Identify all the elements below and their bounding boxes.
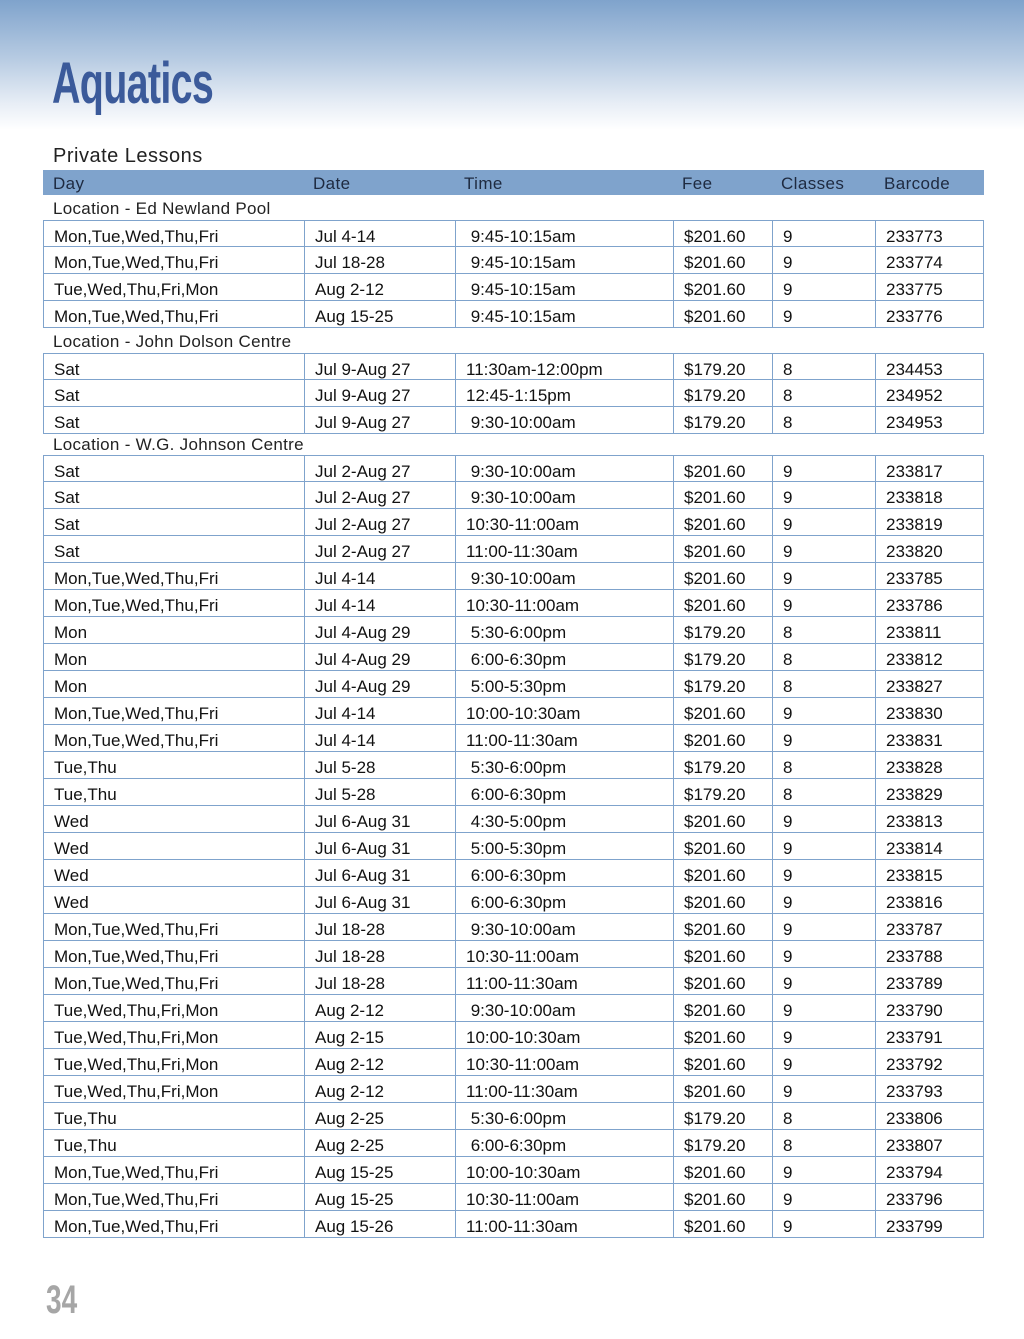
cell-day: Tue,Thu [54, 758, 117, 777]
cell-fee: $201.60 [673, 725, 772, 751]
cell-barcode: 233786 [875, 590, 985, 616]
cell-classes: 9 [772, 590, 875, 616]
cell-day: Tue,Wed,Thu,Fri,Mon [54, 1028, 219, 1047]
cell-date: Aug 15-25 [304, 301, 455, 327]
table-row [43, 995, 984, 1022]
cell-classes: 9 [772, 563, 875, 589]
cell-time: 9:30-10:00am [455, 482, 673, 508]
cell-day: Tue,Wed,Thu,Fri,Mon [54, 1001, 219, 1020]
cell-day: Mon,Tue,Wed,Thu,Fri [54, 569, 219, 588]
cell-barcode: 233827 [875, 671, 985, 697]
cell-fee: $201.60 [673, 590, 772, 616]
cell-date: Jul 2-Aug 27 [304, 456, 455, 481]
cell-fee: $201.60 [673, 1184, 772, 1210]
cell-barcode: 233829 [875, 779, 985, 805]
cell-time: 9:30-10:00am [455, 995, 673, 1021]
page-number: 34 [46, 1278, 78, 1322]
location-label: Location - Ed Newland Pool [53, 199, 271, 218]
cell-time: 11:00-11:30am [455, 1211, 673, 1237]
cell-time: 10:30-11:00am [455, 590, 673, 616]
cell-barcode: 234952 [875, 380, 985, 406]
cell-classes: 9 [772, 482, 875, 508]
cell-classes: 8 [772, 354, 875, 379]
table-row [43, 353, 984, 380]
cell-classes: 8 [772, 380, 875, 406]
table-row [43, 509, 984, 536]
cell-barcode: 233789 [875, 968, 985, 994]
location-label: Location - W.G. Johnson Centre [53, 435, 304, 454]
cell-fee: $201.60 [673, 1211, 772, 1237]
cell-classes: 9 [772, 887, 875, 913]
cell-classes: 9 [772, 536, 875, 562]
cell-date: Aug 15-26 [304, 1211, 455, 1237]
cell-classes: 8 [772, 779, 875, 805]
cell-day: Sat [54, 488, 80, 507]
table-row [43, 1157, 984, 1184]
cell-barcode: 233792 [875, 1049, 985, 1075]
column-header-day: Day [53, 174, 85, 193]
cell-classes: 8 [772, 1103, 875, 1129]
table-row [43, 671, 984, 698]
cell-classes: 9 [772, 1184, 875, 1210]
cell-fee: $179.20 [673, 380, 772, 406]
cell-barcode: 233799 [875, 1211, 985, 1237]
cell-date: Jul 5-28 [304, 779, 455, 805]
cell-barcode: 233790 [875, 995, 985, 1021]
table-row [43, 590, 984, 617]
cell-classes: 9 [772, 1049, 875, 1075]
cell-fee: $201.60 [673, 1049, 772, 1075]
cell-time: 4:30-5:00pm [455, 806, 673, 832]
cell-fee: $201.60 [673, 1022, 772, 1048]
cell-barcode: 233811 [875, 617, 985, 643]
cell-barcode: 233776 [875, 301, 985, 327]
column-header-barcode: Barcode [884, 174, 951, 193]
cell-classes: 9 [772, 456, 875, 481]
table-row [43, 455, 984, 482]
cell-time: 11:00-11:30am [455, 1076, 673, 1102]
cell-time: 11:30am-12:00pm [455, 354, 673, 379]
cell-time: 9:45-10:15am [455, 247, 673, 273]
cell-date: Jul 18-28 [304, 968, 455, 994]
cell-time: 5:30-6:00pm [455, 617, 673, 643]
table-row [43, 1130, 984, 1157]
cell-day: Mon,Tue,Wed,Thu,Fri [54, 1163, 219, 1182]
cell-barcode: 233831 [875, 725, 985, 751]
cell-classes: 9 [772, 274, 875, 300]
table-row [43, 1049, 984, 1076]
cell-classes: 9 [772, 914, 875, 940]
cell-classes: 8 [772, 644, 875, 670]
cell-time: 10:30-11:00am [455, 941, 673, 967]
cell-date: Aug 2-12 [304, 274, 455, 300]
cell-fee: $201.60 [673, 1076, 772, 1102]
cell-classes: 9 [772, 725, 875, 751]
table-row [43, 247, 984, 274]
cell-barcode: 233787 [875, 914, 985, 940]
cell-time: 11:00-11:30am [455, 968, 673, 994]
cell-day: Mon,Tue,Wed,Thu,Fri [54, 596, 219, 615]
cell-date: Jul 18-28 [304, 914, 455, 940]
cell-classes: 8 [772, 617, 875, 643]
table-row [43, 301, 984, 328]
cell-barcode: 233819 [875, 509, 985, 535]
cell-barcode: 233793 [875, 1076, 985, 1102]
table-row [43, 860, 984, 887]
cell-day: Tue,Thu [54, 1109, 117, 1128]
cell-date: Jul 4-14 [304, 698, 455, 724]
cell-barcode: 233788 [875, 941, 985, 967]
cell-classes: 9 [772, 301, 875, 327]
table-row [43, 536, 984, 563]
cell-date: Jul 9-Aug 27 [304, 380, 455, 406]
cell-barcode: 233774 [875, 247, 985, 273]
cell-day: Sat [54, 515, 80, 534]
table-row [43, 563, 984, 590]
column-header-classes: Classes [781, 174, 845, 193]
cell-barcode: 233817 [875, 456, 985, 481]
table-row [43, 725, 984, 752]
cell-date: Jul 2-Aug 27 [304, 536, 455, 562]
cell-classes: 9 [772, 941, 875, 967]
cell-day: Mon,Tue,Wed,Thu,Fri [54, 974, 219, 993]
cell-time: 10:30-11:00am [455, 1184, 673, 1210]
cell-time: 11:00-11:30am [455, 536, 673, 562]
cell-fee: $179.20 [673, 752, 772, 778]
table-row [43, 1184, 984, 1211]
cell-fee: $201.60 [673, 806, 772, 832]
table-row [43, 941, 984, 968]
cell-barcode: 234953 [875, 407, 985, 433]
cell-fee: $201.60 [673, 274, 772, 300]
cell-date: Jul 4-Aug 29 [304, 671, 455, 697]
table-row [43, 1022, 984, 1049]
cell-fee: $179.20 [673, 779, 772, 805]
cell-day: Mon [54, 650, 88, 669]
cell-day: Sat [54, 386, 80, 405]
cell-classes: 9 [772, 968, 875, 994]
table-row [43, 698, 984, 725]
cell-fee: $201.60 [673, 456, 772, 481]
cell-barcode: 233775 [875, 274, 985, 300]
location-label: Location - John Dolson Centre [53, 332, 292, 351]
cell-date: Aug 15-25 [304, 1157, 455, 1183]
table-row [43, 380, 984, 407]
cell-date: Jul 4-14 [304, 725, 455, 751]
cell-time: 9:30-10:00am [455, 914, 673, 940]
cell-time: 5:30-6:00pm [455, 1103, 673, 1129]
cell-day: Sat [54, 360, 80, 379]
cell-classes: 9 [772, 860, 875, 886]
cell-time: 6:00-6:30pm [455, 860, 673, 886]
table-row [43, 617, 984, 644]
cell-barcode: 233830 [875, 698, 985, 724]
table-row [43, 1211, 984, 1238]
cell-date: Aug 2-12 [304, 1049, 455, 1075]
cell-date: Jul 2-Aug 27 [304, 482, 455, 508]
cell-classes: 9 [772, 698, 875, 724]
cell-date: Aug 15-25 [304, 1184, 455, 1210]
cell-classes: 9 [772, 1076, 875, 1102]
cell-date: Jul 9-Aug 27 [304, 354, 455, 379]
table-row [43, 806, 984, 833]
table-row [43, 274, 984, 301]
table-header [43, 170, 984, 195]
table-row [43, 887, 984, 914]
cell-fee: $201.60 [673, 482, 772, 508]
cell-day: Tue,Thu [54, 1136, 117, 1155]
cell-day: Mon,Tue,Wed,Thu,Fri [54, 1190, 219, 1209]
cell-fee: $201.60 [673, 833, 772, 859]
table-row [43, 968, 984, 995]
cell-fee: $201.60 [673, 509, 772, 535]
cell-day: Mon,Tue,Wed,Thu,Fri [54, 731, 219, 750]
cell-barcode: 233816 [875, 887, 985, 913]
cell-time: 9:45-10:15am [455, 221, 673, 246]
cell-classes: 9 [772, 806, 875, 832]
cell-date: Jul 5-28 [304, 752, 455, 778]
cell-classes: 9 [772, 995, 875, 1021]
table-row [43, 220, 984, 247]
column-header-date: Date [313, 174, 351, 193]
cell-barcode: 234453 [875, 354, 985, 379]
cell-day: Mon,Tue,Wed,Thu,Fri [54, 307, 219, 326]
cell-date: Aug 2-25 [304, 1103, 455, 1129]
cell-barcode: 233796 [875, 1184, 985, 1210]
column-header-fee: Fee [682, 174, 713, 193]
cell-day: Tue,Wed,Thu,Fri,Mon [54, 280, 219, 299]
cell-date: Aug 2-25 [304, 1130, 455, 1156]
cell-day: Wed [54, 839, 89, 858]
cell-date: Aug 2-15 [304, 1022, 455, 1048]
cell-classes: 9 [772, 1211, 875, 1237]
cell-classes: 8 [772, 671, 875, 697]
cell-barcode: 233806 [875, 1103, 985, 1129]
cell-fee: $201.60 [673, 221, 772, 246]
cell-day: Mon,Tue,Wed,Thu,Fri [54, 920, 219, 939]
cell-time: 10:00-10:30am [455, 698, 673, 724]
cell-day: Tue,Wed,Thu,Fri,Mon [54, 1055, 219, 1074]
cell-fee: $201.60 [673, 968, 772, 994]
cell-date: Jul 18-28 [304, 247, 455, 273]
cell-date: Jul 6-Aug 31 [304, 887, 455, 913]
cell-date: Jul 6-Aug 31 [304, 833, 455, 859]
cell-date: Aug 2-12 [304, 1076, 455, 1102]
cell-day: Sat [54, 542, 80, 561]
cell-classes: 8 [772, 407, 875, 433]
cell-date: Jul 6-Aug 31 [304, 806, 455, 832]
cell-barcode: 233812 [875, 644, 985, 670]
section-title: Private Lessons [53, 145, 203, 167]
cell-date: Jul 6-Aug 31 [304, 860, 455, 886]
cell-fee: $179.20 [673, 1103, 772, 1129]
cell-fee: $201.60 [673, 887, 772, 913]
cell-date: Jul 9-Aug 27 [304, 407, 455, 433]
cell-barcode: 233794 [875, 1157, 985, 1183]
table-row [43, 914, 984, 941]
cell-barcode: 233815 [875, 860, 985, 886]
cell-barcode: 233785 [875, 563, 985, 589]
cell-time: 6:00-6:30pm [455, 644, 673, 670]
cell-time: 6:00-6:30pm [455, 887, 673, 913]
cell-barcode: 233814 [875, 833, 985, 859]
cell-classes: 8 [772, 1130, 875, 1156]
cell-date: Jul 4-Aug 29 [304, 617, 455, 643]
cell-day: Tue,Wed,Thu,Fri,Mon [54, 1082, 219, 1101]
cell-fee: $179.20 [673, 1130, 772, 1156]
cell-time: 9:30-10:00am [455, 563, 673, 589]
cell-day: Sat [54, 462, 80, 481]
cell-time: 9:30-10:00am [455, 407, 673, 433]
table-row [43, 752, 984, 779]
cell-day: Mon,Tue,Wed,Thu,Fri [54, 227, 219, 246]
cell-time: 9:45-10:15am [455, 301, 673, 327]
cell-fee: $201.60 [673, 914, 772, 940]
cell-fee: $179.20 [673, 644, 772, 670]
cell-time: 9:45-10:15am [455, 274, 673, 300]
cell-classes: 9 [772, 247, 875, 273]
cell-day: Wed [54, 893, 89, 912]
table-row [43, 407, 984, 434]
table-row [43, 1076, 984, 1103]
column-header-time: Time [464, 174, 503, 193]
cell-fee: $179.20 [673, 407, 772, 433]
cell-time: 12:45-1:15pm [455, 380, 673, 406]
table-row [43, 482, 984, 509]
cell-time: 10:30-11:00am [455, 1049, 673, 1075]
cell-classes: 9 [772, 221, 875, 246]
cell-classes: 8 [772, 752, 875, 778]
cell-time: 5:30-6:00pm [455, 752, 673, 778]
cell-fee: $201.60 [673, 941, 772, 967]
cell-classes: 9 [772, 509, 875, 535]
lessons-table [43, 170, 984, 1238]
cell-time: 10:00-10:30am [455, 1157, 673, 1183]
cell-fee: $201.60 [673, 536, 772, 562]
cell-date: Jul 4-14 [304, 221, 455, 246]
cell-day: Mon [54, 677, 88, 696]
table-row [43, 833, 984, 860]
cell-day: Wed [54, 812, 89, 831]
cell-day: Mon [54, 623, 88, 642]
cell-time: 11:00-11:30am [455, 725, 673, 751]
cell-day: Mon,Tue,Wed,Thu,Fri [54, 1217, 219, 1236]
cell-day: Mon,Tue,Wed,Thu,Fri [54, 947, 219, 966]
cell-barcode: 233818 [875, 482, 985, 508]
cell-date: Jul 4-14 [304, 563, 455, 589]
cell-time: 5:00-5:30pm [455, 833, 673, 859]
cell-barcode: 233807 [875, 1130, 985, 1156]
cell-barcode: 233773 [875, 221, 985, 246]
cell-barcode: 233828 [875, 752, 985, 778]
cell-time: 6:00-6:30pm [455, 1130, 673, 1156]
cell-date: Aug 2-12 [304, 995, 455, 1021]
cell-date: Jul 2-Aug 27 [304, 509, 455, 535]
cell-day: Wed [54, 866, 89, 885]
cell-day: Mon,Tue,Wed,Thu,Fri [54, 253, 219, 272]
cell-fee: $201.60 [673, 247, 772, 273]
cell-time: 10:00-10:30am [455, 1022, 673, 1048]
cell-time: 6:00-6:30pm [455, 779, 673, 805]
cell-fee: $201.60 [673, 995, 772, 1021]
cell-day: Sat [54, 413, 80, 432]
cell-day: Tue,Thu [54, 785, 117, 804]
cell-fee: $201.60 [673, 301, 772, 327]
cell-time: 10:30-11:00am [455, 509, 673, 535]
cell-barcode: 233820 [875, 536, 985, 562]
cell-date: Jul 18-28 [304, 941, 455, 967]
table-body [43, 195, 984, 1238]
table-row [43, 1103, 984, 1130]
cell-fee: $201.60 [673, 698, 772, 724]
cell-day: Mon,Tue,Wed,Thu,Fri [54, 704, 219, 723]
cell-fee: $201.60 [673, 563, 772, 589]
cell-classes: 9 [772, 1022, 875, 1048]
table-row [43, 779, 984, 806]
cell-fee: $201.60 [673, 860, 772, 886]
cell-time: 9:30-10:00am [455, 456, 673, 481]
cell-fee: $179.20 [673, 354, 772, 379]
cell-date: Jul 4-Aug 29 [304, 644, 455, 670]
cell-barcode: 233813 [875, 806, 985, 832]
cell-barcode: 233791 [875, 1022, 985, 1048]
cell-fee: $179.20 [673, 671, 772, 697]
cell-time: 5:00-5:30pm [455, 671, 673, 697]
table-row [43, 644, 984, 671]
cell-date: Jul 4-14 [304, 590, 455, 616]
page-title: Aquatics [52, 51, 214, 116]
cell-classes: 9 [772, 1157, 875, 1183]
cell-fee: $179.20 [673, 617, 772, 643]
cell-classes: 9 [772, 833, 875, 859]
cell-fee: $201.60 [673, 1157, 772, 1183]
